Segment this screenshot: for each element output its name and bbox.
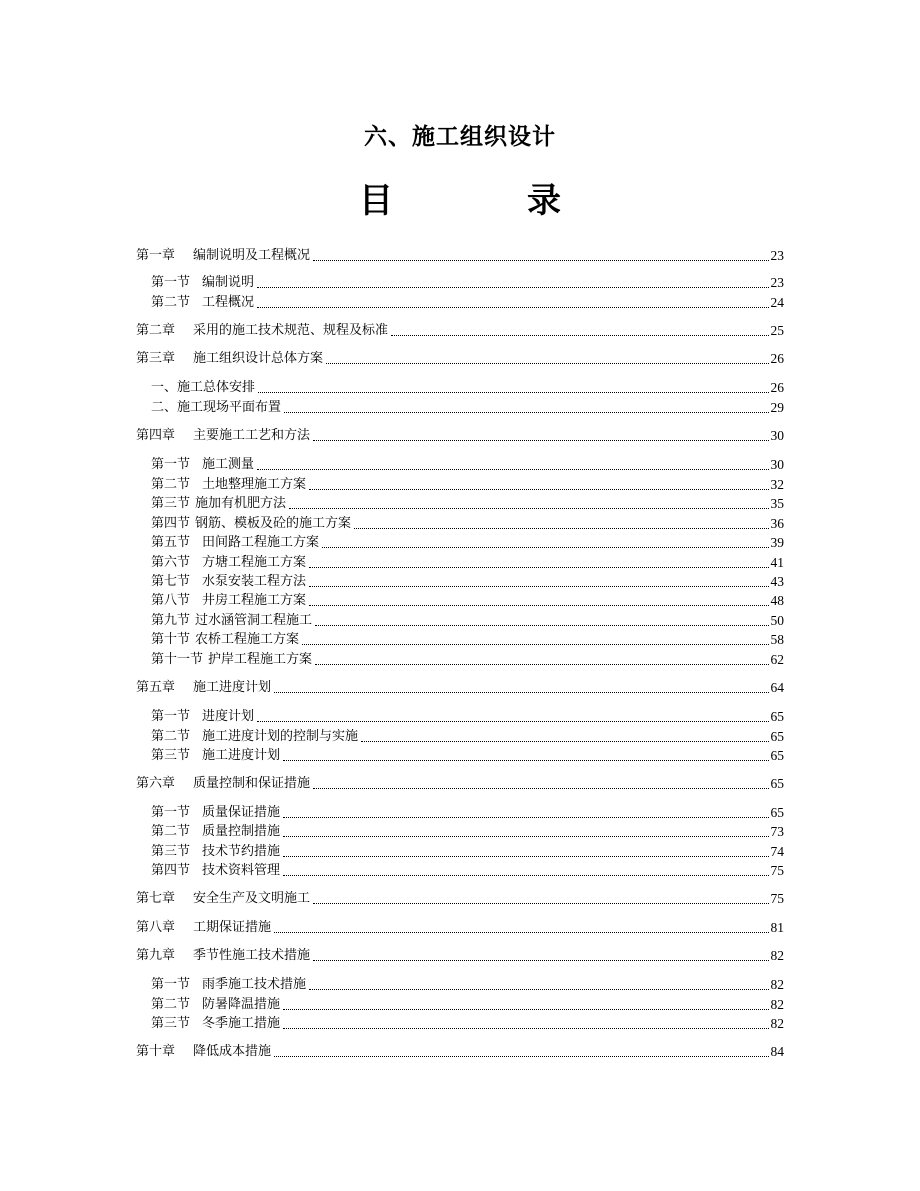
toc-dot-leader (322, 546, 768, 548)
toc-page-number: 30 (770, 428, 784, 443)
toc-entry-number: 二、 (151, 400, 178, 415)
toc-entry-title: 施工进度计划的控制与实施 (202, 729, 359, 744)
toc-entry-number: 第三章 (136, 351, 176, 366)
toc-page-number: 73 (770, 824, 784, 839)
toc-entry-number: 第八章 (136, 920, 176, 935)
toc-chapter-entry[interactable] (136, 775, 784, 793)
toc-entry-title: 工程概况 (202, 295, 255, 310)
toc-entry-number: 第六章 (136, 776, 176, 791)
toc-page-number: 64 (770, 680, 784, 695)
toc-page-number: 48 (770, 593, 784, 608)
toc-dot-leader (302, 643, 768, 645)
toc-dot-leader (309, 585, 768, 587)
toc-dot-leader (289, 507, 768, 509)
toc-page-number: 65 (770, 748, 784, 763)
toc-section-entry[interactable] (151, 631, 784, 649)
toc-dot-leader (315, 663, 768, 665)
toc-entry-label (136, 679, 271, 697)
toc-chapter-entry[interactable] (136, 322, 784, 340)
toc-section-entry[interactable] (151, 747, 784, 765)
toc-entry-number: 第七章 (136, 891, 176, 906)
toc-entry-title: 工期保证措施 (193, 920, 272, 935)
toc-section-entry[interactable] (151, 976, 784, 994)
toc-entry-title: 护岸工程施工方案 (208, 652, 313, 667)
toc-entry-number: 第四章 (136, 428, 176, 443)
toc-entry-title: 农桥工程施工方案 (195, 632, 300, 647)
toc-entry-number: 第一节 (151, 977, 191, 992)
toc-dot-leader (257, 468, 768, 470)
toc-entry-label (136, 919, 271, 937)
toc-entry-number: 第十章 (136, 1044, 176, 1059)
toc-entry-number: 第三节 (151, 844, 191, 859)
toc-dot-leader (283, 759, 768, 761)
toc-entry-label (151, 294, 254, 312)
toc-section-entry[interactable] (151, 515, 784, 533)
toc-entry-number: 第六节 (151, 555, 191, 570)
toc-entry-number: 第一章 (136, 248, 176, 263)
toc-entry-label (151, 996, 280, 1014)
toc-entry-label (151, 274, 254, 292)
toc-page-number: 65 (770, 805, 784, 820)
toc-section-entry[interactable] (151, 274, 784, 292)
toc-entry-title: 降低成本措施 (193, 1044, 272, 1059)
toc-entry-label (136, 322, 388, 340)
toc-entry-label (151, 476, 306, 494)
toc-entry-number: 第二节 (151, 295, 191, 310)
toc-entry-number: 第一节 (151, 805, 191, 820)
toc-entry-label (151, 534, 319, 552)
toc-entry-title: 施工进度计划 (202, 748, 281, 763)
toc-entry-title: 井房工程施工方案 (202, 593, 307, 608)
toc-dot-leader (313, 787, 768, 789)
toc-page-number: 26 (770, 380, 784, 395)
toc-entry-number: 第二章 (136, 323, 176, 338)
toc-dot-leader (284, 411, 768, 413)
toc-dot-leader (283, 835, 768, 837)
toc-page-number: 26 (770, 351, 784, 366)
toc-entry-title: 施工现场平面布置 (177, 400, 282, 415)
toc-section-entry[interactable] (151, 651, 784, 669)
toc-entry-title: 施工进度计划 (193, 680, 272, 695)
toc-dot-leader (309, 488, 768, 490)
toc-page-number: 36 (770, 516, 784, 531)
toc-dot-leader (391, 334, 768, 336)
toc-entry-label (136, 427, 310, 445)
toc-page-number: 50 (770, 613, 784, 628)
toc-page-number: 43 (770, 574, 784, 589)
toc-entry-label (151, 399, 281, 417)
toc-dot-leader (309, 566, 768, 568)
toc-page-number: 23 (770, 275, 784, 290)
toc-entry-number: 第二节 (151, 824, 191, 839)
toc-entry-label (151, 573, 306, 591)
toc-section-entry[interactable] (151, 592, 784, 610)
toc-heading: 目 录 (359, 181, 611, 221)
toc-dot-leader (354, 527, 768, 529)
toc-entry-label (151, 843, 280, 861)
toc-page-number: 30 (770, 457, 784, 472)
toc-chapter-entry[interactable] (136, 1043, 784, 1061)
toc-entry-title: 水泵安装工程方法 (202, 574, 307, 589)
toc-chapter-entry[interactable] (136, 947, 784, 965)
toc-dot-leader (283, 816, 768, 818)
toc-entry-label (151, 495, 286, 513)
toc-page-number: 41 (770, 555, 784, 570)
toc-page-number: 74 (770, 844, 784, 859)
toc-section-entry[interactable] (151, 996, 784, 1014)
toc-dot-leader (313, 259, 768, 261)
toc-page-number: 84 (770, 1044, 784, 1059)
toc-dot-leader (257, 306, 768, 308)
toc-page-number: 75 (770, 891, 784, 906)
toc-dot-leader (326, 362, 768, 364)
toc-section-entry[interactable] (151, 804, 784, 822)
toc-page-number: 81 (770, 920, 784, 935)
toc-section-entry[interactable] (151, 1015, 784, 1033)
toc-entry-label (136, 947, 310, 965)
toc-entry-title: 钢筋、模板及砼的施工方案 (195, 516, 352, 531)
toc-entry-label (151, 456, 254, 474)
toc-chapter-entry[interactable] (136, 890, 784, 908)
toc-entry-title: 进度计划 (202, 709, 255, 724)
toc-page-number: 65 (770, 776, 784, 791)
toc-entry-number: 第七节 (151, 574, 191, 589)
toc-page-number: 75 (770, 863, 784, 878)
toc-dot-leader (257, 720, 768, 722)
toc-entry-label (151, 862, 280, 880)
toc-section-entry[interactable] (151, 612, 784, 630)
toc-entry-number: 第五章 (136, 680, 176, 695)
toc-section-entry[interactable] (151, 573, 784, 591)
toc-entry-number: 第二节 (151, 997, 191, 1012)
toc-entry-label (136, 775, 310, 793)
toc-page-number: 82 (770, 977, 784, 992)
toc-entry-label (136, 890, 310, 908)
toc-entry-title: 田间路工程施工方案 (202, 535, 320, 550)
toc-entry-number: 第十一节 (151, 652, 204, 667)
toc-entry-title: 技术资料管理 (202, 863, 281, 878)
toc-section-entry[interactable] (151, 476, 784, 494)
toc-entry-label (151, 631, 299, 649)
toc-entry-title: 质量保证措施 (202, 805, 281, 820)
toc-page-number: 65 (770, 709, 784, 724)
toc-page-number: 62 (770, 652, 784, 667)
toc-entry-number: 第五节 (151, 535, 191, 550)
toc-section-entry[interactable] (151, 399, 784, 417)
toc-section-entry[interactable] (151, 862, 784, 880)
toc-entry-title: 施工总体安排 (177, 380, 256, 395)
toc-entry-label (151, 554, 306, 572)
toc-entry-label (136, 350, 323, 368)
toc-dot-leader (313, 959, 768, 961)
toc-entry-label (151, 804, 280, 822)
toc-section-entry[interactable] (151, 379, 784, 397)
toc-dot-leader (257, 286, 768, 288)
toc-dot-leader (274, 691, 768, 693)
toc-entry-label (151, 651, 312, 669)
toc-entry-number: 第四节 (151, 516, 191, 531)
toc-entry-number: 第三节 (151, 496, 191, 511)
toc-entry-title: 质量控制措施 (202, 824, 281, 839)
toc-page-number: 82 (770, 948, 784, 963)
toc-entry-title: 防暑降温措施 (202, 997, 281, 1012)
toc-page-number: 23 (770, 248, 784, 263)
toc-entry-label (151, 747, 280, 765)
toc-page-number: 32 (770, 477, 784, 492)
toc-section-entry[interactable] (151, 456, 784, 474)
toc-entry-title: 编制说明 (202, 275, 255, 290)
toc-entry-title: 雨季施工技术措施 (202, 977, 307, 992)
toc-page-number: 82 (770, 997, 784, 1012)
toc-dot-leader (309, 988, 768, 990)
toc-dot-leader (361, 740, 768, 742)
toc-entry-title: 施加有机肥方法 (195, 496, 287, 511)
toc-section-entry[interactable] (151, 294, 784, 312)
toc-entry-title: 施工组织设计总体方案 (193, 351, 324, 366)
toc-entry-label (151, 823, 280, 841)
toc-entry-number: 第十节 (151, 632, 191, 647)
toc-entry-title: 主要施工工艺和方法 (193, 428, 311, 443)
toc-entry-number: 第一节 (151, 709, 191, 724)
toc-dot-leader (274, 1055, 768, 1057)
toc-entry-title: 安全生产及文明施工 (193, 891, 311, 906)
toc-dot-leader (258, 391, 768, 393)
toc-page-number: 35 (770, 496, 784, 511)
toc-page-number: 65 (770, 729, 784, 744)
toc-section-entry[interactable] (151, 708, 784, 726)
toc-entry-title: 编制说明及工程概况 (193, 248, 311, 263)
toc-entry-label (151, 976, 306, 994)
toc-chapter-entry[interactable] (136, 919, 784, 937)
toc-entry-label (136, 247, 310, 265)
toc-entry-title: 过水涵管洞工程施工 (195, 613, 313, 628)
toc-entry-title: 采用的施工技术规范、规程及标准 (193, 323, 389, 338)
toc-chapter-entry[interactable] (136, 679, 784, 697)
toc-entry-label (151, 379, 255, 397)
document-title: 六、施工组织设计 (364, 124, 556, 150)
toc-entry-number: 第三节 (151, 748, 191, 763)
toc-entry-number: 第四节 (151, 863, 191, 878)
toc-section-entry[interactable] (151, 843, 784, 861)
toc-entry-label (136, 1043, 271, 1061)
toc-entry-title: 技术节约措施 (202, 844, 281, 859)
toc-chapter-entry[interactable] (136, 350, 784, 368)
toc-chapter-entry[interactable] (136, 247, 784, 265)
toc-page-number: 39 (770, 535, 784, 550)
toc-entry-number: 第三节 (151, 1016, 191, 1031)
toc-entry-number: 第八节 (151, 593, 191, 608)
toc-entry-label (151, 1015, 280, 1033)
toc-entry-title: 质量控制和保证措施 (193, 776, 311, 791)
toc-dot-leader (309, 604, 768, 606)
toc-page-number: 25 (770, 323, 784, 338)
toc-entry-title: 方塘工程施工方案 (202, 555, 307, 570)
toc-section-entry[interactable] (151, 495, 784, 513)
toc-entry-number: 第九章 (136, 948, 176, 963)
toc-entry-label (151, 612, 312, 630)
toc-entry-label (151, 708, 254, 726)
toc-entry-number: 第一节 (151, 457, 191, 472)
toc-entry-number: 第二节 (151, 729, 191, 744)
toc-section-entry[interactable] (151, 728, 784, 746)
toc-entry-label (151, 592, 306, 610)
toc-entry-title: 季节性施工技术措施 (193, 948, 311, 963)
toc-dot-leader (283, 874, 768, 876)
toc-entry-number: 第二节 (151, 477, 191, 492)
toc-entry-number: 第九节 (151, 613, 191, 628)
toc-section-entry[interactable] (151, 554, 784, 572)
toc-section-entry[interactable] (151, 823, 784, 841)
toc-page-number: 29 (770, 400, 784, 415)
toc-entry-label (151, 515, 351, 533)
toc-page-number: 58 (770, 632, 784, 647)
toc-entry-number: 一、 (151, 380, 178, 395)
toc-dot-leader (313, 439, 768, 441)
toc-entry-number: 第一节 (151, 275, 191, 290)
toc-dot-leader (283, 1027, 768, 1029)
toc-entry-title: 施工测量 (202, 457, 255, 472)
toc-entry-title: 土地整理施工方案 (202, 477, 307, 492)
toc-dot-leader (313, 902, 768, 904)
toc-dot-leader (274, 931, 768, 933)
toc-entry-label (151, 728, 358, 746)
toc-chapter-entry[interactable] (136, 427, 784, 445)
toc-section-entry[interactable] (151, 534, 784, 552)
toc-page-number: 82 (770, 1016, 784, 1031)
toc-dot-leader (283, 1008, 768, 1010)
toc-page-number: 24 (770, 295, 784, 310)
toc-dot-leader (283, 855, 768, 857)
toc-entry-title: 冬季施工措施 (202, 1016, 281, 1031)
toc-dot-leader (315, 624, 768, 626)
